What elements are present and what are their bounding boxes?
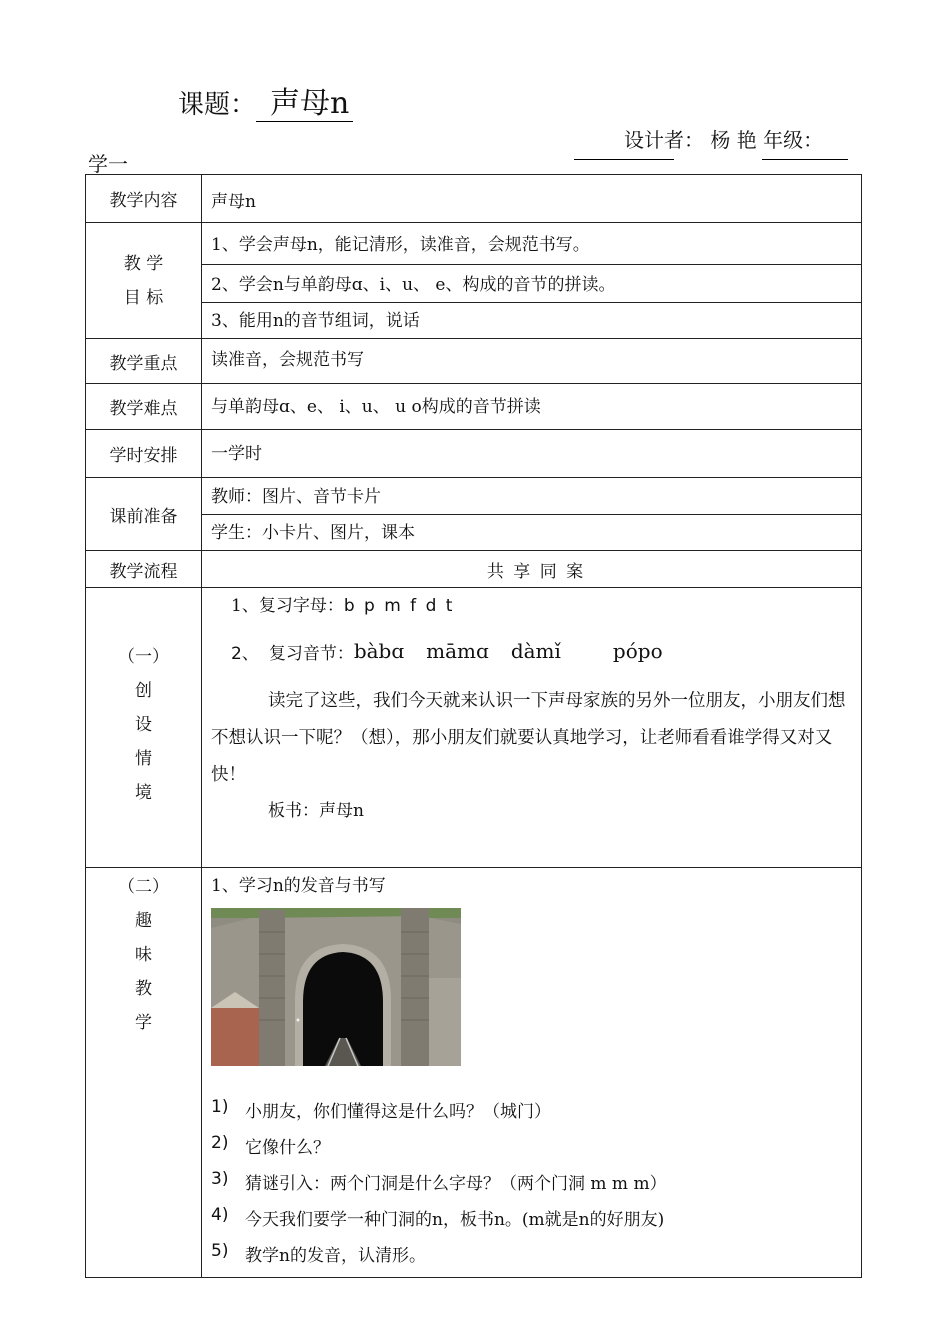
section-1-char: 境 [135, 783, 152, 803]
row-difficult [86, 384, 862, 430]
lesson-plan-table [85, 174, 862, 1278]
designer-underline [574, 159, 674, 160]
grade-value: 学一 [88, 152, 128, 176]
goal-item: 1、学会声母n，能记清形，读准音，会规范书写。 [202, 223, 862, 265]
section-2-char: 学 [135, 1013, 152, 1033]
row-content [86, 175, 862, 223]
label-key: 教学重点 [86, 339, 202, 384]
row-goals-3 [86, 303, 862, 339]
section-2-body [202, 868, 862, 1278]
intro-paragraph: 读完了这些，我们今天就来认识一下声母家族的另外一位朋友，小朋友们想不想认识一下呢？（想），那小朋友们就要认真地学习，让老师看看谁学得又对又快！ [211, 691, 846, 785]
review-letters [211, 591, 851, 629]
section-1-char: 创 [135, 681, 152, 701]
value-flow: 共 享 同 案 [202, 551, 862, 588]
section-2-heading: 1、学习n的发音与书写 [211, 876, 386, 896]
board-text: 板书：声母n [268, 801, 364, 821]
syllable: pópo [612, 639, 663, 663]
section-2-num: （二） [118, 877, 169, 897]
section-1-char: 情 [135, 749, 152, 769]
label-flow: 教学流程 [86, 551, 202, 588]
label-section-1 [86, 588, 202, 868]
review-syllables-label: 复习音节： [268, 643, 354, 664]
review-letters-value: b p m f d t [343, 596, 453, 616]
label-goals-b: 目 标 [123, 287, 164, 308]
value-schedule: 一学时 [202, 430, 862, 478]
list-item: 5) 教学n的发音，认清形。 [211, 1241, 426, 1266]
designer-line: 设计者： 杨 艳 年级： [624, 128, 824, 152]
row-section-2 [86, 868, 862, 1278]
row-goals-1 [86, 223, 862, 265]
goal-item: 2、学会n与单韵母ɑ、i、u、 e、构成的音节的拼读。 [202, 265, 862, 303]
label-goals [86, 223, 202, 339]
section-1-body [202, 588, 862, 868]
row-section-1 [86, 588, 862, 868]
prep-teacher: 教师：图片、音节卡片 [202, 478, 862, 515]
review-syllables-num: 2、 [231, 643, 259, 664]
list-item: 3) 猜谜引入：两个门洞是什么字母？（两个门洞 m m m） [211, 1169, 667, 1194]
row-goals-2 [86, 265, 862, 303]
teaching-steps [211, 1097, 861, 1277]
tunnel-photo [211, 908, 461, 1066]
label-content: 教学内容 [86, 175, 202, 223]
review-letters-label: 1、复习字母： [231, 596, 344, 616]
label-schedule: 学时安排 [86, 430, 202, 478]
syllable: bàbɑ [353, 639, 405, 663]
value-difficult: 与单韵母ɑ、e、 i、u、 u o构成的音节拼读 [202, 384, 862, 430]
label-section-2 [86, 868, 202, 1278]
section-2-char: 味 [135, 945, 152, 965]
section-1-char: 设 [135, 715, 152, 735]
label-prep: 课前准备 [86, 478, 202, 551]
section-2-char: 教 [135, 979, 152, 999]
row-key [86, 339, 862, 384]
list-item: 1) 小朋友，你们懂得这是什么吗？（城门） [211, 1097, 551, 1122]
list-item: 4) 今天我们要学一种门洞的n，板书n。(m就是n的好朋友) [211, 1205, 665, 1230]
lesson-title [178, 84, 353, 122]
grade-underline [762, 159, 848, 160]
title-label: 课题： [178, 90, 257, 120]
row-flow [86, 551, 862, 588]
review-syllables [211, 629, 851, 673]
goal-item: 3、能用n的音节组词，说话 [202, 303, 862, 339]
section-2-char: 趣 [135, 911, 152, 931]
prep-student: 学生：小卡片、图片，课本 [202, 515, 862, 551]
syllable: māmɑ [426, 639, 489, 663]
value-content: 声母n [202, 175, 862, 223]
row-prep-1 [86, 478, 862, 515]
label-goals-a: 教 学 [123, 253, 164, 274]
title-value: 声母n [256, 87, 353, 122]
value-key: 读准音，会规范书写 [202, 339, 862, 384]
list-item: 2) 它像什么？ [211, 1133, 330, 1158]
row-schedule [86, 430, 862, 478]
row-prep-2 [86, 515, 862, 551]
section-1-num: （一） [118, 647, 169, 667]
syllable: dàmǐ [510, 639, 561, 663]
label-difficult: 教学难点 [86, 384, 202, 430]
